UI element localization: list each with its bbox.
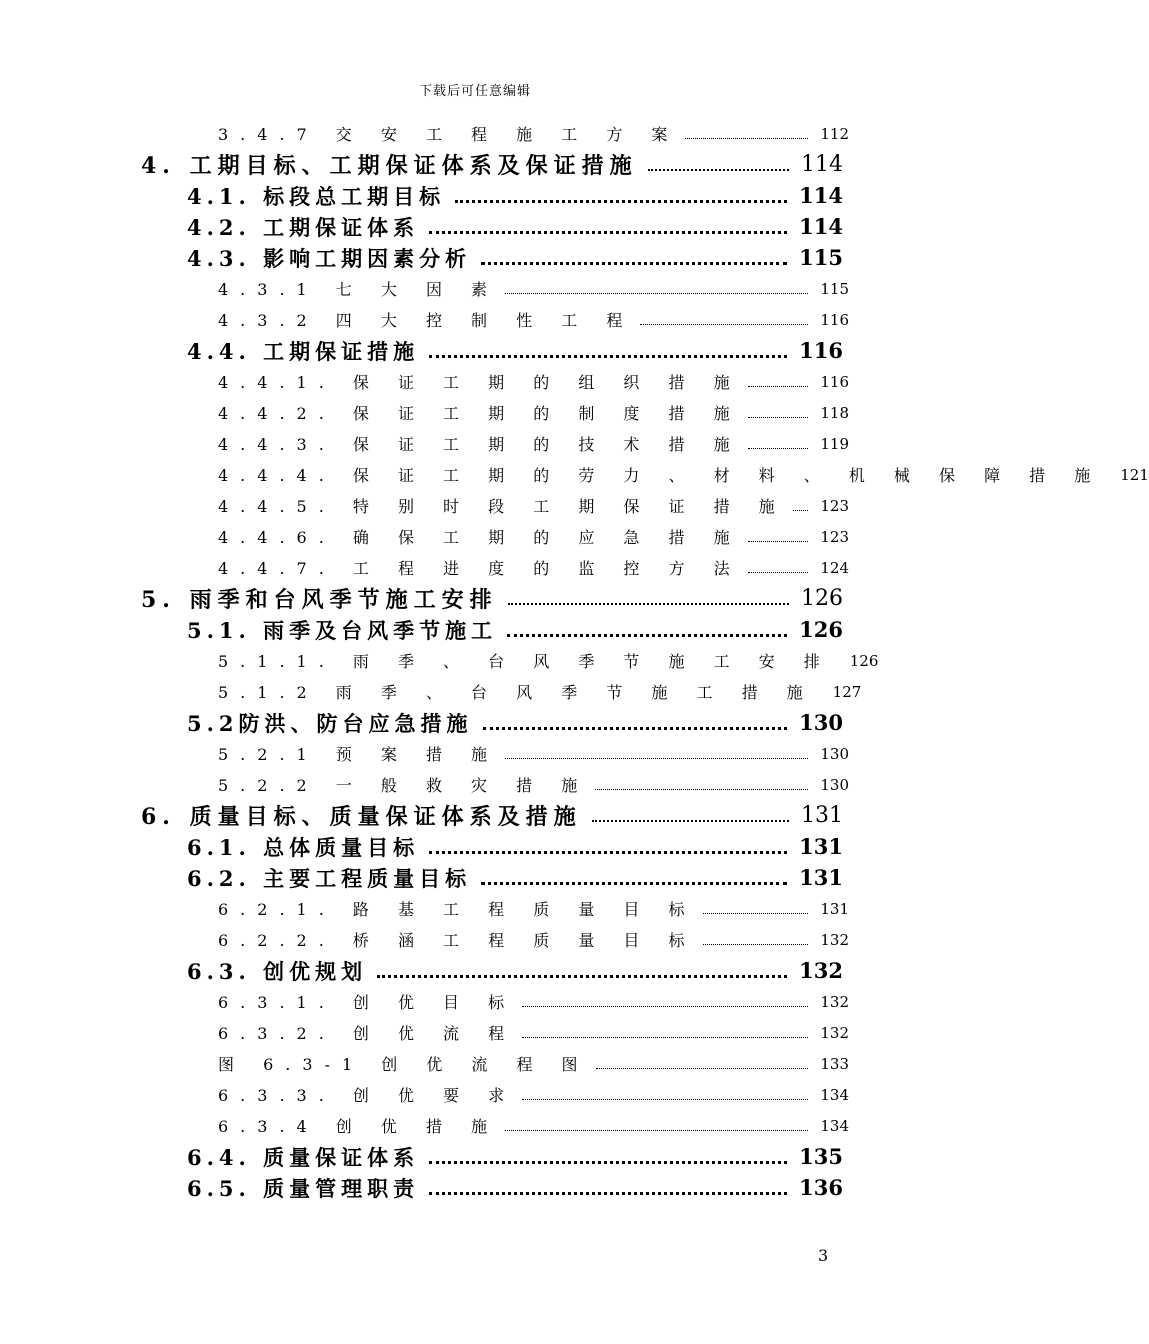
toc-dot-leader [748,521,809,552]
toc-entry[interactable] [218,304,849,335]
toc-entry[interactable] [187,831,843,862]
toc-entry-page: 116 [820,310,849,329]
toc-entry-page: 131 [799,834,843,859]
toc-dot-leader [429,211,787,242]
toc-entry[interactable] [187,955,843,986]
toc-entry[interactable] [187,1141,843,1172]
toc-entry-title: 4.4.1. 保 证 工 期 的 组 织 措 施 [218,373,742,392]
toc-dot-leader [648,149,789,180]
toc-entry-title: 5.2.1 预 案 措 施 [218,745,500,764]
toc-dot-leader [505,273,808,304]
toc-entry-page: 131 [801,803,843,828]
toc-dot-leader [377,955,787,986]
toc-dot-leader [508,583,789,614]
toc-entry[interactable] [141,583,843,614]
toc-dot-leader [455,180,787,211]
toc-entry-page: 132 [820,992,849,1011]
toc-entry[interactable] [218,273,849,304]
toc-entry-page: 132 [820,1023,849,1042]
toc-dot-leader [748,397,809,428]
toc-entry-title: 5.2.2 一 般 救 灾 措 施 [218,776,590,795]
toc-entry-title: 4.4.6. 确 保 工 期 的 应 急 措 施 [218,528,742,547]
toc-entry-page: 131 [820,899,849,918]
toc-dot-leader [481,862,787,893]
toc-entry-title: 6.3.1. 创 优 目 标 [218,993,517,1012]
toc-entry[interactable] [218,924,849,955]
toc-entry-title: 4.4.2. 保 证 工 期 的 制 度 措 施 [218,404,742,423]
toc-entry-page: 123 [820,527,849,546]
toc-entry-title: 4.4.4. 保 证 工 期 的 劳 力 、 材 料 、 机 械 保 障 措 施 [218,466,1103,485]
toc-dot-leader [592,800,789,831]
toc-dot-leader [522,1079,808,1110]
toc-entry-title: 6.3.4 创 优 措 施 [218,1117,500,1136]
toc-entry-page: 130 [820,775,849,794]
toc-entry[interactable] [187,335,843,366]
toc-entry-page: 132 [820,930,849,949]
toc-dot-leader [595,769,808,800]
toc-entry-page: 130 [799,710,843,735]
toc-dot-leader [793,490,809,521]
toc-dot-leader [505,1110,808,1141]
toc-entry[interactable] [218,490,849,521]
toc-entry-title: 4.3. 影响工期因素分析 [187,245,472,271]
toc-entry[interactable] [187,707,843,738]
toc-entry-title: 4.4. 工期保证措施 [187,338,420,364]
toc-entry[interactable] [218,676,862,707]
toc-dot-leader [429,831,787,862]
toc-entry-page: 114 [799,183,843,208]
toc-entry-page: 115 [799,245,843,270]
toc-dot-leader [685,118,808,149]
toc-dot-leader [507,614,787,645]
toc-dot-leader [640,304,808,335]
toc-entry-page: 130 [820,744,849,763]
toc-entry[interactable] [141,149,843,180]
toc-entry-page: 135 [799,1144,843,1169]
toc-dot-leader [703,924,809,955]
toc-dot-leader [522,986,808,1017]
toc-entry-page: 112 [820,124,849,143]
toc-entry-page: 131 [799,865,843,890]
toc-entry[interactable] [187,1172,843,1203]
toc-entry[interactable] [218,986,849,1017]
toc-entry-title: 4.3.1 七 大 因 素 [218,280,500,299]
toc-entry-title: 6.3.3. 创 优 要 求 [218,1086,517,1105]
toc-dot-leader [522,1017,808,1048]
toc-entry[interactable] [218,893,849,924]
toc-dot-leader [429,335,787,366]
toc-dot-leader [429,1172,787,1203]
toc-entry-page: 114 [799,214,843,239]
toc-entry-page: 133 [820,1054,849,1073]
toc-entry-page: 132 [799,958,843,983]
toc-entry-title: 5.1.1. 雨 季 、 台 风 季 节 施 工 安 排 [218,652,832,671]
toc-dot-leader [748,428,809,459]
toc-entry-page: 123 [820,496,849,515]
toc-entry-title: 6.1. 总体质量目标 [187,834,420,860]
toc-dot-leader [505,738,808,769]
toc-entry[interactable] [218,366,849,397]
toc-entry-title: 6.5. 质量管理职责 [187,1175,420,1201]
toc-entry-title: 5.1.2 雨 季 、 台 风 季 节 施 工 措 施 [218,683,815,702]
toc-entry-page: 126 [801,586,843,611]
toc-entry-page: 134 [820,1116,849,1135]
toc-entry-title: 6.2. 主要工程质量目标 [187,865,472,891]
toc-entry-title: 4.4.5. 特 别 时 段 工 期 保 证 措 施 [218,497,787,516]
toc-dot-leader [748,552,809,583]
toc-entry-title: 4. 工期目标、工期保证体系及保证措施 [141,153,638,179]
toc-entry-title: 5. 雨季和台风季节施工安排 [141,587,498,613]
toc-entry-title: 6.4. 质量保证体系 [187,1144,420,1170]
toc-entry-page: 127 [832,682,862,701]
toc-entry[interactable] [218,1017,849,1048]
toc-dot-leader [481,242,787,273]
toc-entry-title: 图 6.3-1 创 优 流 程 图 [218,1055,590,1074]
toc-entry-page: 124 [820,558,849,577]
toc-entry-title: 5.1. 雨季及台风季节施工 [187,617,498,643]
toc-entry-title: 6.3.2. 创 优 流 程 [218,1024,517,1043]
toc-entry-title: 4.3.2 四 大 控 制 性 工 程 [218,311,635,330]
toc-entry-page: 118 [820,403,849,422]
toc-entry[interactable] [187,211,843,242]
toc-entry-page: 116 [799,338,843,363]
toc-entry[interactable] [218,552,849,583]
toc-entry[interactable] [218,1048,849,1079]
toc-entry-page: 114 [801,152,843,177]
toc-entry-page: 134 [820,1085,849,1104]
toc-entry[interactable] [218,1079,849,1110]
toc-entry-page: 126 [799,617,843,642]
toc-entry[interactable] [187,180,843,211]
toc-dot-leader [596,1048,809,1079]
toc-entry[interactable] [187,242,843,273]
page-header: 下载后可任意编辑 [418,84,531,99]
toc-entry[interactable] [187,614,843,645]
page-number: 3 [818,1246,829,1265]
toc-entry[interactable] [218,521,849,552]
toc-dot-leader [748,366,809,397]
toc-entry[interactable] [187,862,843,893]
toc-entry-page: 119 [820,434,849,453]
toc-entry[interactable] [141,800,843,831]
toc-entry[interactable] [218,397,849,428]
toc-entry[interactable] [218,428,849,459]
toc-entry-page: 121 [1120,465,1149,484]
toc-entry-title: 3.4.7 交 安 工 程 施 工 方 案 [218,125,680,144]
toc-entry-page: 116 [820,372,849,391]
toc-entry-title: 4.2. 工期保证体系 [187,214,420,240]
toc-entry[interactable] [218,645,879,676]
toc-entry-page: 136 [799,1175,843,1200]
toc-entry-page: 115 [820,279,849,298]
toc-entry-title: 4.4.7. 工 程 进 度 的 监 控 方 法 [218,559,742,578]
toc-dot-leader [703,893,809,924]
toc-entry-title: 4.1. 标段总工期目标 [187,183,446,209]
toc-entry-title: 6.2.2. 桥 涵 工 程 质 量 目 标 [218,931,697,950]
toc-entry-title: 5.2防洪、防台应急措施 [187,710,473,736]
toc-entry[interactable] [218,459,1149,490]
toc-entry-page: 126 [849,651,879,670]
toc-entry-title: 6.3. 创优规划 [187,958,368,984]
toc-entry[interactable] [218,118,849,149]
toc-entry[interactable] [218,769,849,800]
toc-entry-title: 4.4.3. 保 证 工 期 的 技 术 措 施 [218,435,742,454]
toc-dot-leader [429,1141,787,1172]
toc-entry-title: 6.2.1. 路 基 工 程 质 量 目 标 [218,900,697,919]
toc-dot-leader [483,707,788,738]
toc-entry[interactable] [218,1110,849,1141]
toc-entry[interactable] [218,738,849,769]
toc-entry-title: 6. 质量目标、质量保证体系及措施 [141,804,582,830]
